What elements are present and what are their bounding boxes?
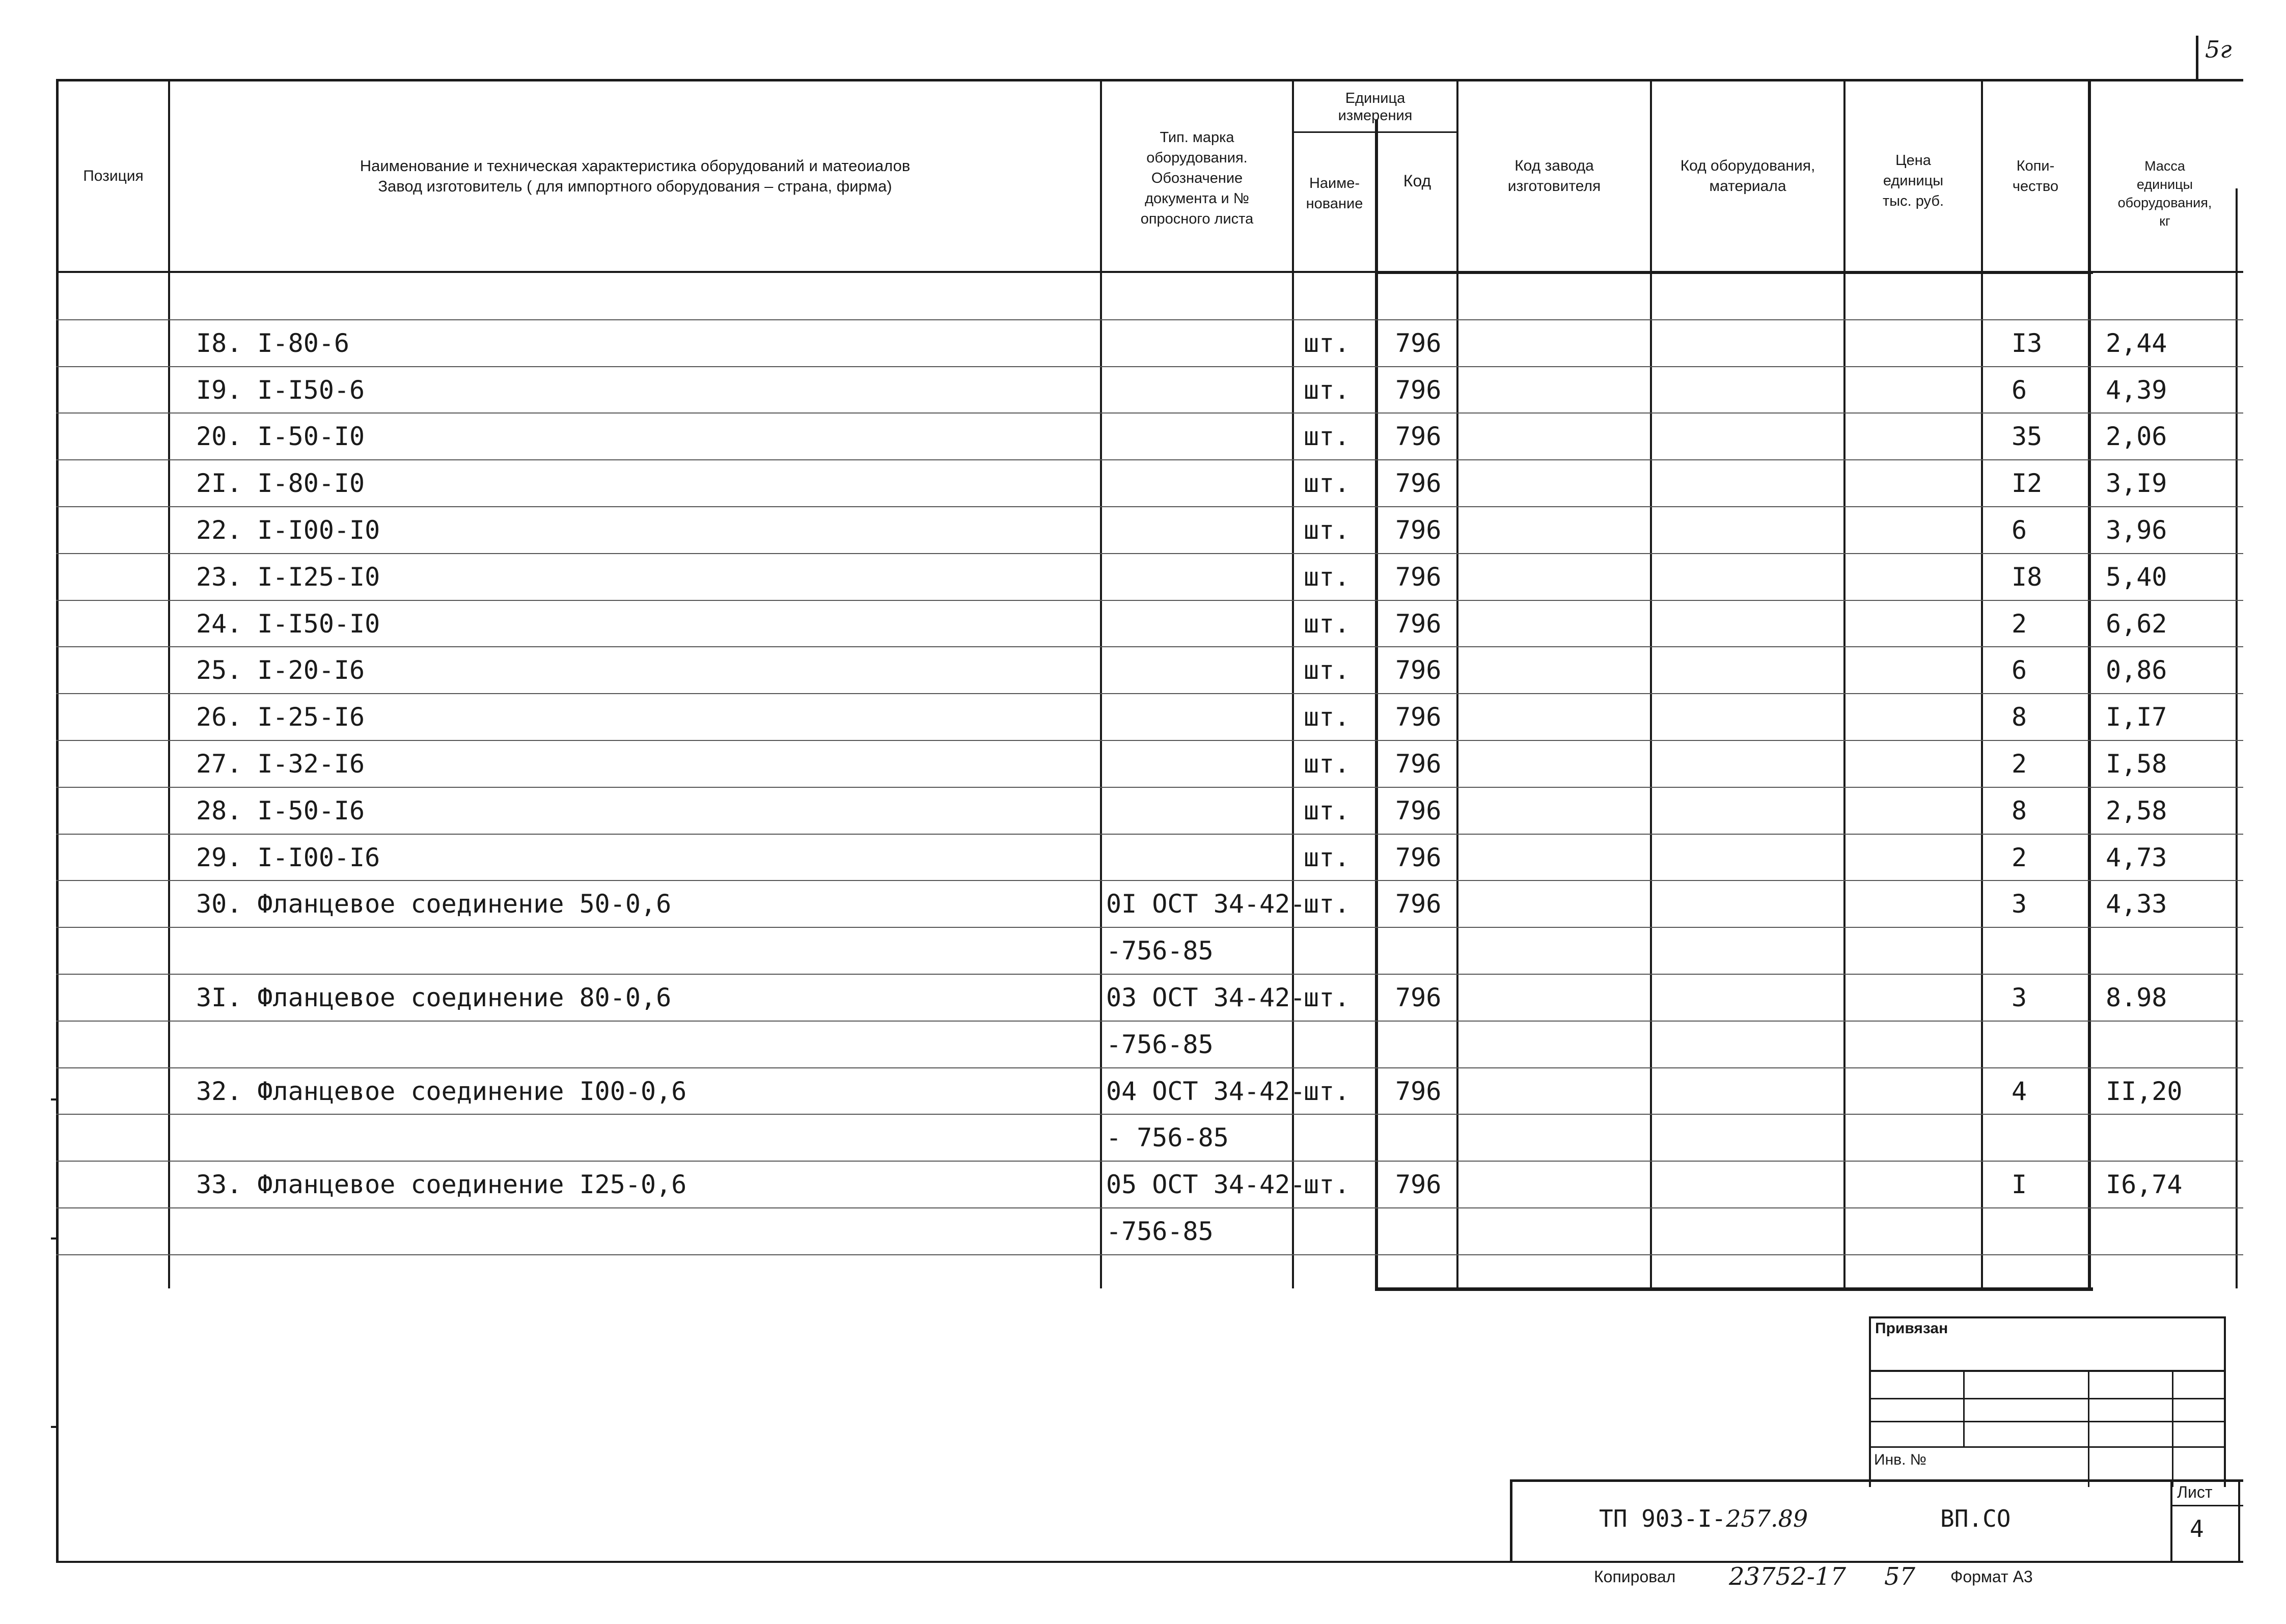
item-name: 33. Фланцевое соединение I25-0,6 <box>196 1170 687 1200</box>
item-name: 3I. Фланцевое соединение 80-0,6 <box>196 983 672 1012</box>
item-quantity: 8 <box>2012 702 2027 732</box>
item-unit: шт. <box>1304 422 1350 452</box>
document-code-prefix: ТП 903-I- <box>1599 1505 1726 1532</box>
row-divider <box>56 319 2243 320</box>
item-type-mark: -756-85 <box>1106 1029 1214 1059</box>
row-divider <box>56 646 2243 647</box>
item-unit-code: 796 <box>1395 375 1442 405</box>
row-divider <box>56 553 2243 554</box>
item-mass: 0,86 <box>2106 655 2167 685</box>
item-name: 23. I-I25-I0 <box>196 562 380 592</box>
copy-number: 23752-17 <box>1729 1562 1846 1591</box>
item-type-mark: 0I ОСТ 34-42- <box>1106 889 1306 919</box>
item-quantity: 6 <box>2012 515 2027 545</box>
header-name: Наименование и техническая характеристика оборудований и матеоиалов Завод изготовитель ( для импортного оборудования – страна, фирма) <box>360 157 911 195</box>
item-type-mark: 03 ОСТ 34-42- <box>1106 983 1306 1012</box>
item-quantity: 8 <box>2012 795 2027 825</box>
row-divider <box>56 740 2243 741</box>
item-quantity: 35 <box>2012 422 2043 452</box>
item-unit: шт. <box>1304 655 1350 685</box>
item-mass: I6,74 <box>2106 1170 2183 1200</box>
item-unit: шт. <box>1304 889 1350 919</box>
item-unit: шт. <box>1304 609 1350 639</box>
item-unit-code: 796 <box>1395 422 1442 452</box>
item-unit: шт. <box>1304 1170 1350 1200</box>
row-divider <box>56 506 2243 507</box>
row-divider <box>56 459 2243 460</box>
item-unit-code: 796 <box>1395 1170 1442 1200</box>
item-quantity: I <box>2012 1170 2027 1200</box>
item-unit-code: 796 <box>1395 983 1442 1012</box>
item-name: I8. I-80-6 <box>196 328 350 358</box>
item-mass: 2,06 <box>2106 422 2167 452</box>
item-unit-code: 796 <box>1395 469 1442 499</box>
item-mass: 5,40 <box>2106 562 2167 592</box>
item-unit: шт. <box>1304 1076 1350 1106</box>
item-name: 27. I-32-I6 <box>196 749 365 779</box>
copied-label: Копировал <box>1594 1567 1676 1586</box>
copy-suffix: 57 <box>1884 1562 1916 1591</box>
item-unit-code: 796 <box>1395 1076 1442 1106</box>
document-code-handwritten: 257.89 <box>1726 1505 1808 1532</box>
item-unit-code: 796 <box>1395 562 1442 592</box>
page-mark: 5г <box>2205 36 2232 63</box>
item-mass: 3,I9 <box>2106 469 2167 499</box>
item-name: 26. I-25-I6 <box>196 702 365 732</box>
inv-number-label: Инв. № <box>1874 1451 1926 1468</box>
item-mass: 2,58 <box>2106 795 2167 825</box>
item-unit: шт. <box>1304 702 1350 732</box>
item-type-mark: - 756-85 <box>1106 1123 1229 1153</box>
item-name: 2I. I-80-I0 <box>196 469 365 499</box>
item-quantity: I3 <box>2012 328 2043 358</box>
row-divider <box>56 600 2243 601</box>
item-quantity: 2 <box>2012 842 2027 872</box>
item-name: 30. Фланцевое соединение 50-0,6 <box>196 889 672 919</box>
item-mass: I,58 <box>2106 749 2167 779</box>
item-mass: 6,62 <box>2106 609 2167 639</box>
item-name: 22. I-I00-I0 <box>196 515 380 545</box>
item-name: 32. Фланцевое соединение I00-0,6 <box>196 1076 687 1106</box>
item-mass: 4,39 <box>2106 375 2167 405</box>
row-divider <box>56 787 2243 788</box>
header-qty: Копи- чество <box>2012 158 2059 195</box>
item-unit: шт. <box>1304 375 1350 405</box>
item-name: 28. I-50-I6 <box>196 795 365 825</box>
item-unit: шт. <box>1304 562 1350 592</box>
item-unit-code: 796 <box>1395 795 1442 825</box>
item-unit-code: 796 <box>1395 749 1442 779</box>
item-quantity: 6 <box>2012 375 2027 405</box>
item-unit-code: 796 <box>1395 702 1442 732</box>
item-name: 25. I-20-I6 <box>196 655 365 685</box>
item-unit: шт. <box>1304 515 1350 545</box>
header-unit-name: Наиме- нование <box>1306 175 1363 212</box>
sheet-code: ВП.СО <box>1940 1505 2011 1532</box>
item-name: 29. I-I00-I6 <box>196 842 380 872</box>
header-position: Позиция <box>83 168 144 184</box>
item-unit: шт. <box>1304 749 1350 779</box>
sheet-number: 4 <box>2190 1515 2204 1543</box>
header-unit-code: Код <box>1403 172 1431 190</box>
item-mass: II,20 <box>2106 1076 2183 1106</box>
item-mass: 4,33 <box>2106 889 2167 919</box>
header-type: Тип. марка оборудования. Обозначение документа и № опросного листа <box>1140 129 1254 227</box>
item-unit: шт. <box>1304 795 1350 825</box>
item-unit-code: 796 <box>1395 328 1442 358</box>
item-type-mark: 04 ОСТ 34-42- <box>1106 1076 1306 1106</box>
item-mass: 4,73 <box>2106 842 2167 872</box>
item-quantity: 3 <box>2012 889 2027 919</box>
header-unit-group: Единица измерения <box>1338 90 1413 124</box>
item-mass: 3,96 <box>2106 515 2167 545</box>
item-quantity: 6 <box>2012 655 2027 685</box>
item-unit-code: 796 <box>1395 655 1442 685</box>
item-unit-code: 796 <box>1395 842 1442 872</box>
item-unit-code: 796 <box>1395 609 1442 639</box>
row-divider <box>56 834 2243 835</box>
header-plant-code: Код завода изготовителя <box>1507 157 1601 195</box>
header-price: Цена единицы тыс. руб. <box>1882 152 1944 209</box>
item-unit-code: 796 <box>1395 889 1442 919</box>
item-name: 24. I-I50-I0 <box>196 609 380 639</box>
item-mass: 2,44 <box>2106 328 2167 358</box>
row-divider <box>56 693 2243 694</box>
item-mass: I,I7 <box>2106 702 2167 732</box>
bound-label: Привязан <box>1875 1320 1948 1337</box>
sheet-label: Лист <box>2177 1483 2213 1501</box>
item-unit: шт. <box>1304 328 1350 358</box>
item-name: I9. I-I50-6 <box>196 375 365 405</box>
item-name: 20. I-50-I0 <box>196 422 365 452</box>
item-quantity: 4 <box>2012 1076 2027 1106</box>
item-quantity: I8 <box>2012 562 2043 592</box>
item-unit: шт. <box>1304 842 1350 872</box>
item-type-mark: 05 ОСТ 34-42- <box>1106 1170 1306 1200</box>
item-unit-code: 796 <box>1395 515 1442 545</box>
item-quantity: 2 <box>2012 749 2027 779</box>
document-code <box>1599 1505 1808 1532</box>
format-label: Формат А3 <box>1950 1567 2033 1586</box>
header-mass: Масса единицы оборудования, кг <box>2117 158 2212 229</box>
row-divider <box>56 366 2243 367</box>
item-quantity: 2 <box>2012 609 2027 639</box>
item-quantity: I2 <box>2012 469 2043 499</box>
item-mass: 8.98 <box>2106 983 2167 1012</box>
item-unit: шт. <box>1304 469 1350 499</box>
item-unit: шт. <box>1304 983 1350 1012</box>
item-quantity: 3 <box>2012 983 2027 1012</box>
header-equip-code: Код оборудования, материала <box>1680 157 1815 195</box>
item-type-mark: -756-85 <box>1106 1217 1214 1246</box>
item-type-mark: -756-85 <box>1106 936 1214 966</box>
row-divider <box>56 412 2243 414</box>
